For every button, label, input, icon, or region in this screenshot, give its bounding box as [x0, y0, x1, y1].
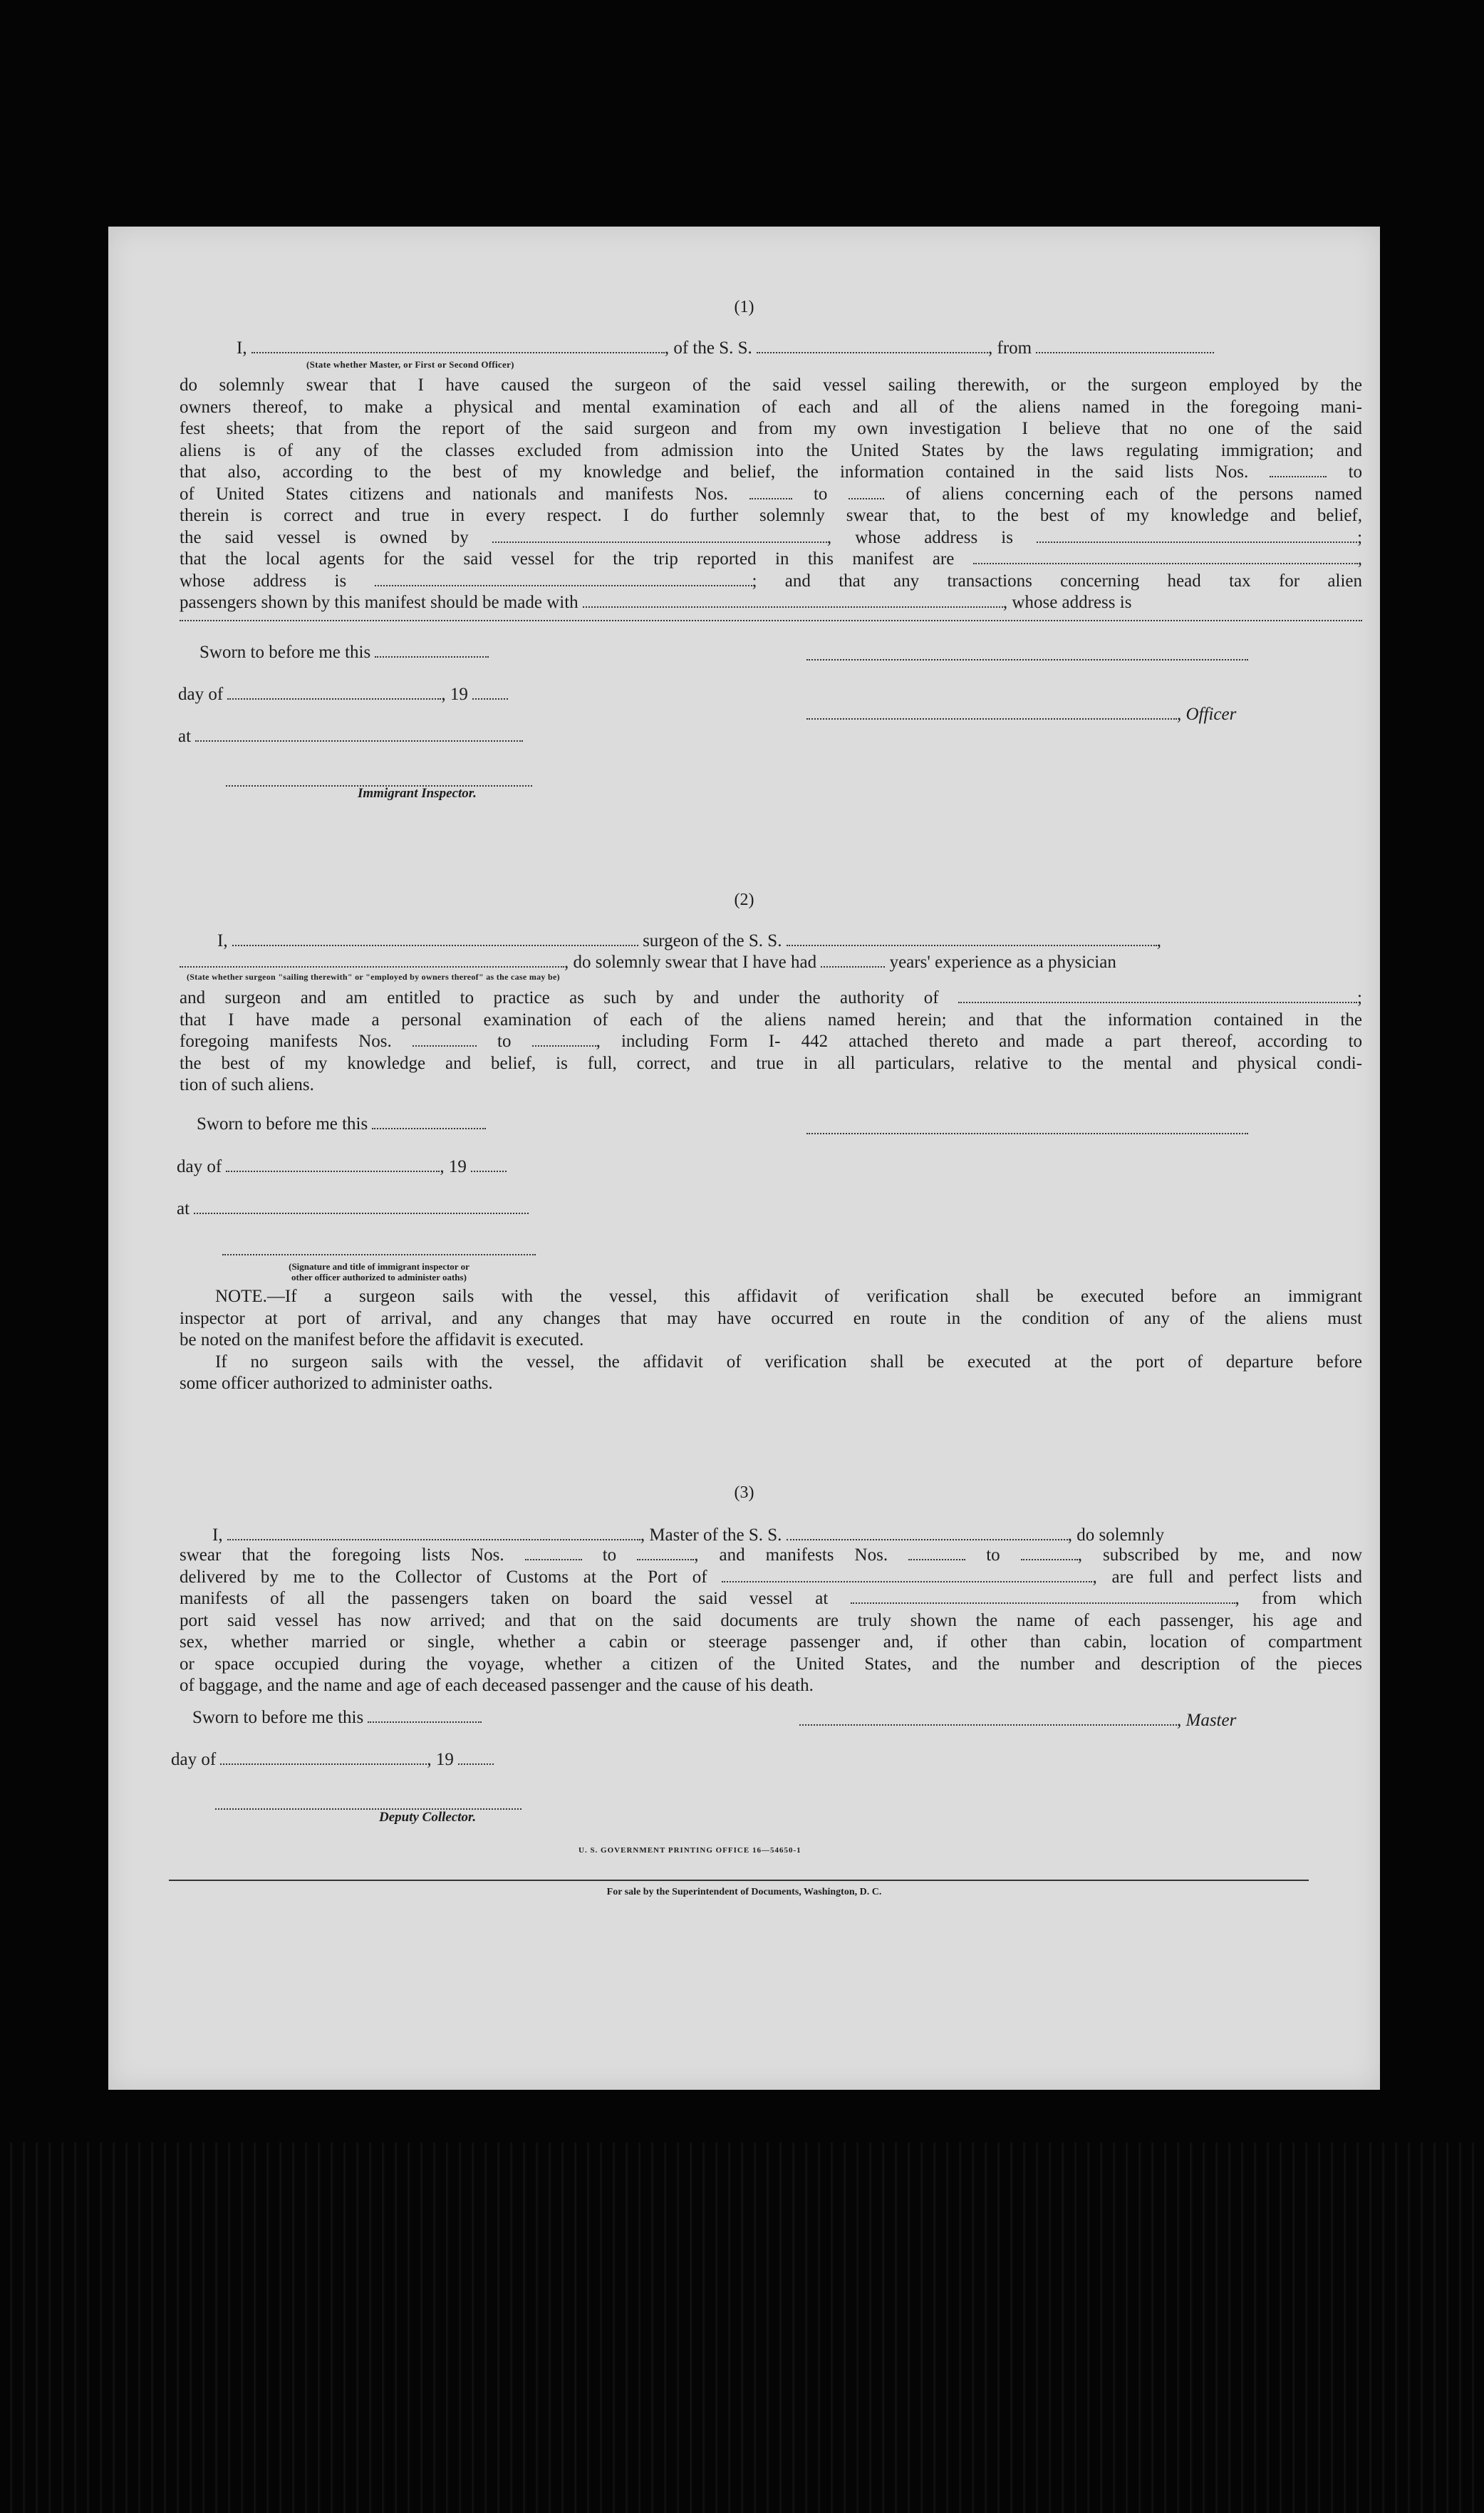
section-1-sworn: Sworn to before me this: [199, 642, 489, 663]
manifest-form-page: [108, 227, 1380, 2090]
section-1-number: (1): [734, 298, 754, 316]
section-3-master: , Master: [799, 1710, 1236, 1731]
section-2-inspector-line: [222, 1253, 536, 1255]
section-3-oath-text: swear that the foregoing lists Nos. to , and manifests Nos. to , subscribed by me, and now delivered by me to the Collector of Customs at the Port of , are full and perfect lists and manifests of all the passengers taken on board the said vessel at , from which port said vessel has now arrived; and that on the said documents are truly shown the name of each passenger, his age and sex, whether married or single, whether a cabin or steerage passenger and, if other than cabin, location of compartment or space occupied during the voyage, whether a citizen of the United States, and the number and description of the pieces of baggage, and the name and age of each deceased passenger and the cause of his death.: [180, 1545, 1363, 1695]
section-2-oath-line: I, surgeon of the S. S. ,: [217, 931, 1161, 950]
section-2-oath-text: and surgeon and am entitled to practice as such by and under the authority of ; that I have made a personal examination of each of the aliens named herein; and that the information contained in the foregoing manifests Nos. to , including Form I- 442 attached thereto and made a part thereof, according to the best of my knowledge and belief, is full, correct, and true in all particulars, relative to the mental and physical condi- tion of such aliens.: [180, 988, 1363, 1094]
section-3-day-of: day of , 19: [171, 1749, 494, 1770]
deputy-collector-caption: Deputy Collector.: [379, 1810, 477, 1825]
signature-title-caption: (Signature and title of immigrant inspector or other officer authorized to administer oaths): [289, 1261, 469, 1283]
section-1-officer: , Officer: [806, 704, 1236, 725]
surgeon-caption: (State whether surgeon "sailing therewith" or "employed by owners thereof" as the case may be): [187, 972, 560, 982]
footer-rule: [169, 1880, 1309, 1881]
section-1-oath-line: I, , of the S. S. , from: [237, 338, 1214, 358]
section-2-at: at: [177, 1198, 529, 1219]
address-line: [180, 618, 1362, 621]
section-2-experience-line: , do solemnly swear that I have had years' experience as a physician: [180, 952, 1116, 973]
section-2-number: (2): [734, 891, 754, 909]
section-3-number: (3): [734, 1483, 754, 1502]
section-1-at: at: [178, 726, 523, 747]
section-3-sworn: Sworn to before me this: [192, 1707, 482, 1728]
section-1-oath-text: do solemnly swear that I have caused the surgeon of the said vessel sailing therewith, or the surgeon employed by the owners thereof, to make a physical and mental examination of each and all of the aliens named in the foregoing mani- fest sheets; that from the report of the said surgeon and from my own investigation I believe that no one of the said aliens is of any of the classes excluded from admission into the United States by the laws regulating immigration; and that also, according to the best of my knowledge and belief, the information contained in the said lists Nos. to of United States citizens and nationals and manifests Nos. to of aliens concerning each of the persons named therein is correct and true in every respect. I do further solemnly swear that, to the best of my knowledge and belief, the said vessel is owned by , whose address is ; that the local agents for the said vessel for the trip reported in this manifest are , whose address is ; and that any transactions concerning head tax for alien passengers shown by this manifest should be made with , whose address is: [180, 375, 1363, 612]
immigrant-inspector-caption: Immigrant Inspector.: [358, 786, 477, 801]
for-sale-notice: For sale by the Superintendent of Documents, Washington, D. C.: [606, 1887, 882, 1897]
officer-rank-caption: (State whether Master, or First or Second Officer): [306, 359, 514, 370]
printer-imprint: U. S. GOVERNMENT PRINTING OFFICE 16—54650-1: [578, 1846, 801, 1855]
section-2-day-of: day of , 19: [177, 1156, 507, 1177]
section-3-oath-line: I, , Master of the S. S. , do solemnly: [212, 1525, 1165, 1545]
section-2-sworn: Sworn to before me this: [197, 1114, 486, 1134]
section-1-day-of: day of , 19: [178, 684, 508, 705]
surgeon-note: NOTE.—If a surgeon sails with the vessel, this affidavit of verification shall be executed before an immigrant inspector at port of arrival, and any changes that may have occurred en route in the condition of any of the aliens must be noted on the manifest before the affidavit is executed. If no surgeon sails with the vessel, the affidavit of verification shall be executed at the port of departure before some officer authorized to administer oaths.: [180, 1287, 1362, 1393]
section-1-signature-line: [806, 658, 1248, 660]
film-background: [0, 2142, 1484, 2513]
section-2-signature-line: [806, 1131, 1248, 1134]
